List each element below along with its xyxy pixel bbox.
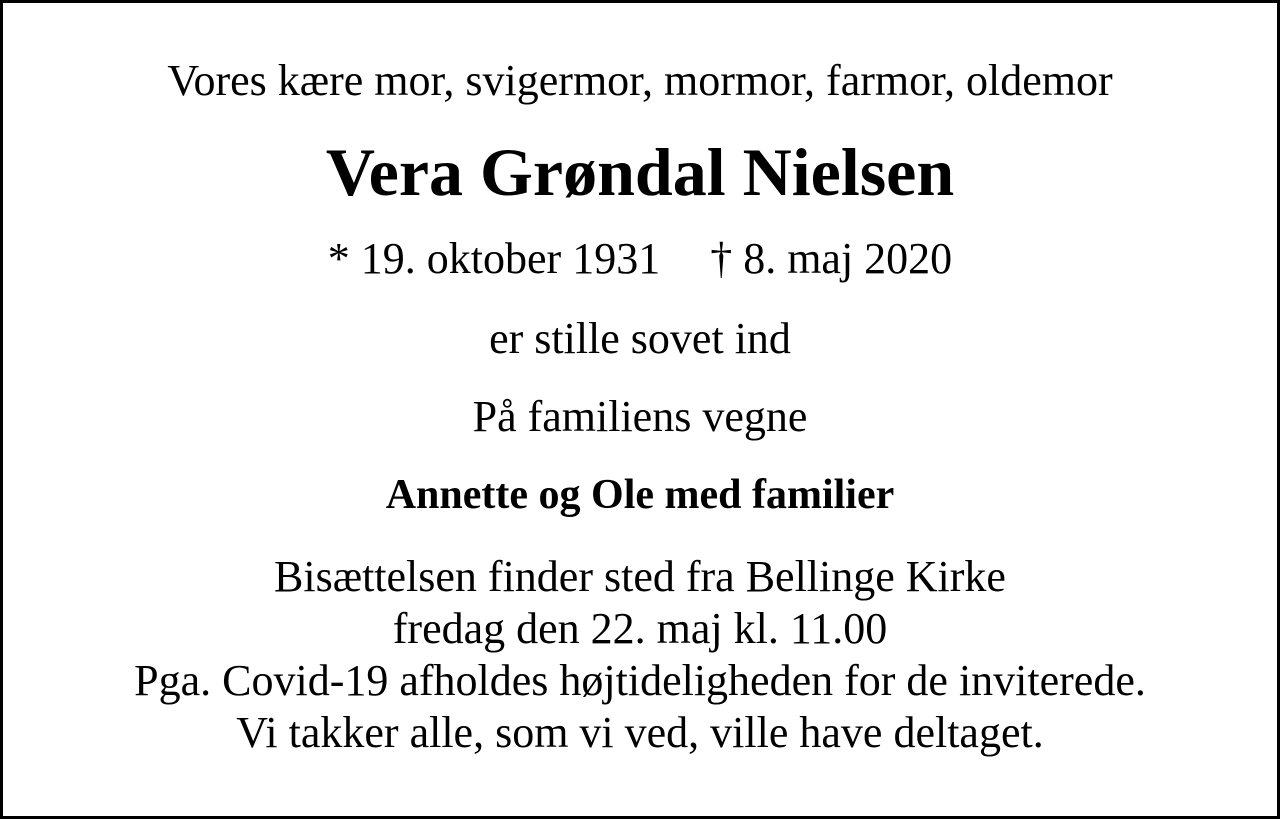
detail-line-covid: Pga. Covid-19 afholdes højtideligheden for de inviterede. <box>134 656 1146 705</box>
death-date: † 8. maj 2020 <box>710 234 953 283</box>
intro-line: Vores kære mor, svigermor, mormor, farmor, oldemor <box>167 56 1113 105</box>
detail-line-date-time: fredag den 22. maj kl. 11.00 <box>392 604 888 653</box>
ceremony-details <box>3 551 1277 759</box>
on-behalf-line: På familiens vegne <box>472 392 808 441</box>
birth-date: * 19. oktober 1931 <box>327 234 661 283</box>
detail-line-thanks: Vi takker alle, som vi ved, ville have deltaget. <box>236 708 1044 757</box>
status-line: er stille sovet ind <box>489 314 791 363</box>
signers-line: Annette og Ole med familier <box>385 472 895 518</box>
life-dates <box>3 233 1277 284</box>
detail-line-church: Bisættelsen finder sted fra Bellinge Kirke <box>274 552 1006 601</box>
deceased-name: Vera Grøndal Nielsen <box>325 134 955 210</box>
